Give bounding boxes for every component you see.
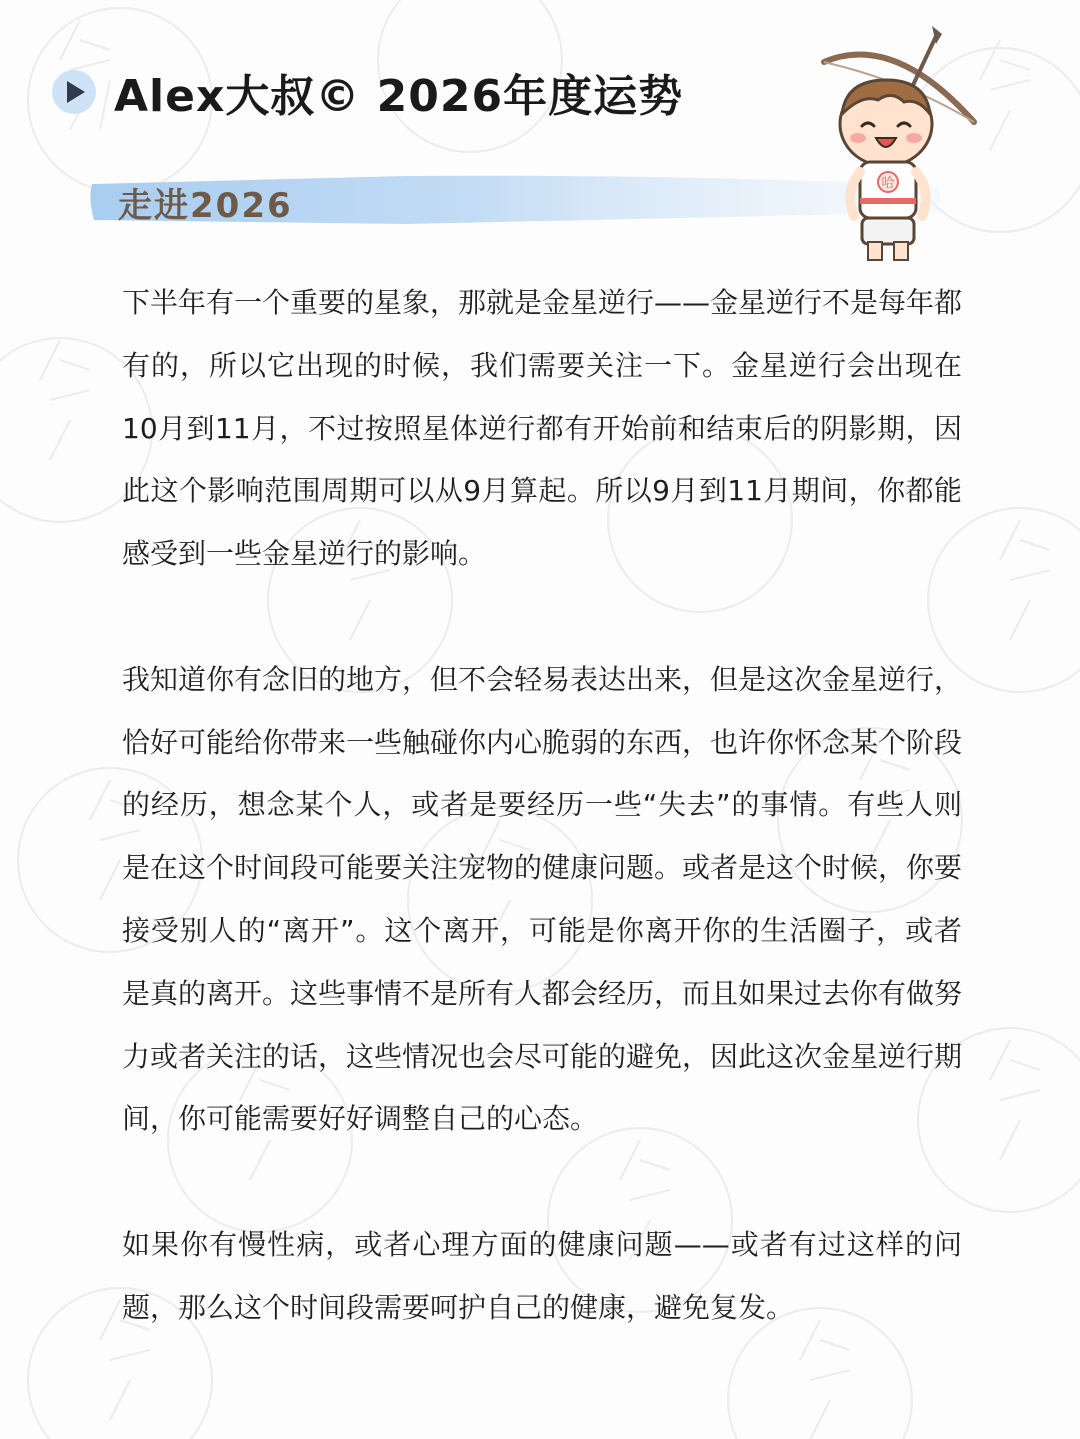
paragraph-1: 下半年有一个重要的星象，那就是金星逆行——金星逆行不是每年都有的，所以它出现的时候，我们需要关注一下。金星逆行会出现在10月到11月，不过按照星体逆行都有开始前和结束后的阴影期，因此这个影响范围周期可以从9月算起。所以9月到11月期间，你都能感受到一些金星逆行的影响。 (122, 286, 963, 571)
mascot-badge-text: 哈 (881, 176, 895, 191)
page-header (52, 62, 683, 122)
section-title: 走进2026 (118, 186, 293, 226)
page-title: Alex大叔© 2026年度运势 (114, 71, 684, 122)
article-body (122, 272, 962, 1340)
archer-mascot-icon (814, 22, 990, 266)
paragraph-2: 我知道你有念旧的地方，但不会轻易表达出来，但是这次金星逆行，恰好可能给你带来一些触碰你内心脆弱的东西，也许你怀念某个阶段的经历，想念某个人，或者是要经历一些“失去”的事情。有些人则是在这个时间段可能要关注宠物的健康问题。或者是这个时候，你要接受别人的“离开”。这个离开，可能是你离开你的生活圈子，或者是真的离开。这些事情不是所有人都会经历，而且如果过去你有做努力或者关注的话，这些情况也会尽可能的避免，因此这次金星逆行期间，你可能需要好好调整自己的心态。 (122, 662, 963, 1136)
paragraph-3: 如果你有慢性病，或者心理方面的健康问题——或者有过这样的问题，那么这个时间段需要呵护自己的健康，避免复发。 (122, 1227, 962, 1324)
play-icon (52, 70, 96, 114)
archer-mascot (814, 22, 990, 266)
